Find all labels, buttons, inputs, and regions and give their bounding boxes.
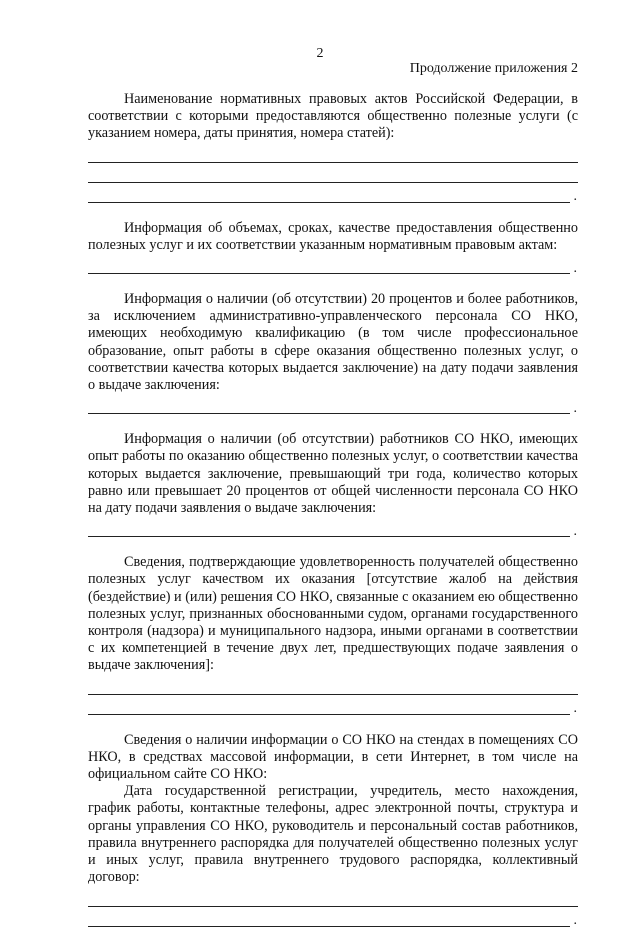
section-text: Информация о наличии (об отсутствии) 20 процентов и более работников, за исключением административно-управленческого персонала СО НКО, имеющих необходимую квалификацию (в том числе профессиональное образование, опыт работы в сфере оказания общественно полезных услуг, о соответствии качества которых выдается заключение) на дату подачи заявления о выдаче заключения:	[88, 291, 578, 394]
fill-in-line[interactable]	[88, 163, 578, 183]
section-text: Информация об объемах, сроках, качестве предоставления общественно полезных услуг и их соответствии указанным нормативным правовым актам:	[88, 219, 578, 253]
fill-in-line[interactable]	[88, 695, 570, 715]
fill-in-line[interactable]	[88, 675, 578, 695]
page-number: 2	[316, 46, 324, 61]
section-recipient-satisfaction	[88, 554, 578, 714]
section-text: Сведения о наличии информации о СО НКО на стендах в помещениях СО НКО, в средствах массовой информации, в сети Интернет, в том числе на официальном сайте СО НКО:	[88, 731, 578, 783]
fill-in-line[interactable]	[88, 907, 570, 927]
fill-in-line[interactable]	[88, 887, 578, 907]
section-normative-acts	[88, 91, 578, 203]
section-text: Наименование нормативных правовых актов Российской Федерации, в соответствии с которыми предоставляются общественно полезные услуги (с указанием номера, даты принятия, номера статей):	[88, 91, 578, 142]
section-subtext: Дата государственной регистрации, учредитель, место нахождения, график работы, контактные телефоны, адрес электронной почты, структура и органы управления СО НКО, руководитель и персональный состав работников, правила внутреннего распорядка для получателей общественно полезных услуг и иных услуг, правила внутреннего трудового распорядка, коллективный договор:	[88, 783, 578, 886]
section-public-information	[88, 732, 578, 927]
section-qualified-staff	[88, 291, 578, 414]
fill-in-line[interactable]	[88, 517, 570, 537]
fill-in-line[interactable]	[88, 254, 570, 274]
section-experienced-staff	[88, 431, 578, 537]
document-body	[88, 91, 578, 927]
fill-in-line[interactable]	[88, 183, 570, 203]
section-volumes-terms	[88, 220, 578, 274]
fill-in-line[interactable]	[88, 394, 570, 414]
section-text: Информация о наличии (об отсутствии) работников СО НКО, имеющих опыт работы по оказанию общественно полезных услуг, о соответствии качества которых выдается заключение, превышающий три года, количество которых равно или превышает 20 процентов от общей численности персонала СО НКО на дату подачи заявления о выдаче заключения:	[88, 431, 578, 517]
continuation-note: Продолжение приложения 2	[409, 61, 578, 76]
fill-in-line[interactable]	[88, 143, 578, 163]
section-text: Сведения, подтверждающие удовлетворенность получателей общественно полезных услуг качеством их оказания [отсутствие жалоб на действия (бездействие) и (или) решения СО НКО, связанные с оказанием ею общественно полезных услуг, признанных обоснованными судом, органами государственного контроля (надзора) и муниципального надзора, иными органами в соответствии с их компетенцией в течение двух лет, предшествующих подаче заявления о выдаче заключения]:	[88, 554, 578, 674]
